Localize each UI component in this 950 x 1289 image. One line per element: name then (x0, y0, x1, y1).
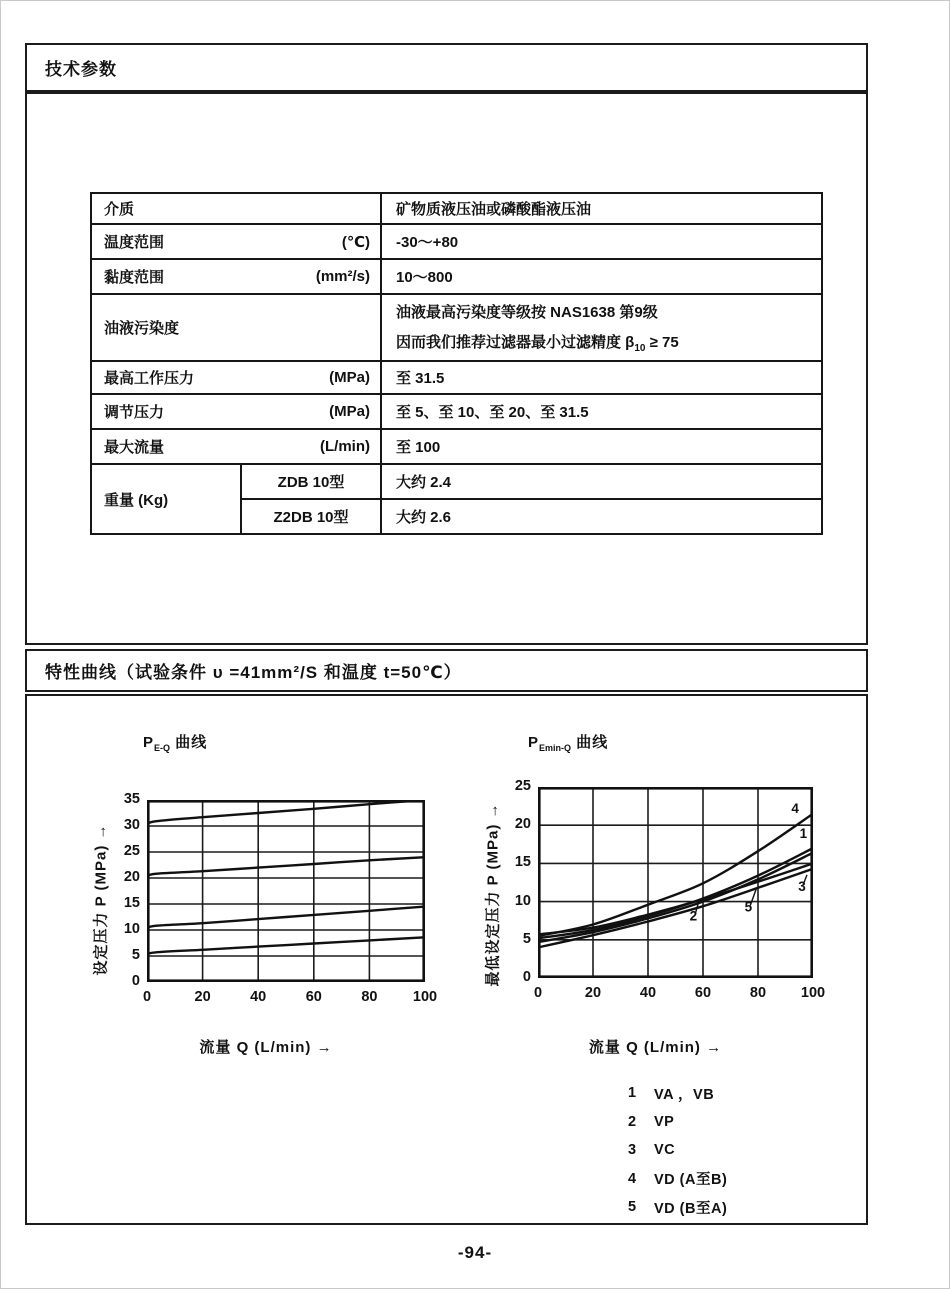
table-row-label (92, 430, 382, 465)
param-value: 大约 2.4 (396, 474, 452, 491)
table-row-label (92, 260, 382, 295)
param-value: 至 5、至 10、至 20、至 31.5 (396, 404, 589, 421)
param-value-line1: 油液最高污染度等级按 NAS1638 第9级 (396, 304, 658, 321)
param-label: 调节压力 (104, 404, 165, 421)
y-tick-label: 20 (123, 869, 140, 885)
legend-item (628, 1079, 727, 1108)
x-tick-label: 0 (533, 985, 543, 1001)
legend-label: VD (A至B) (654, 1172, 728, 1189)
weight-label-cell (92, 465, 242, 533)
curve-setting-5MPa (147, 937, 425, 955)
filter-text: 因而我们推荐过滤器最小过滤精度 β (396, 334, 635, 351)
x-tick-label: 60 (694, 985, 712, 1001)
curve-setting-20MPa (147, 857, 425, 877)
table-row-value (382, 430, 821, 465)
x-tick-label: 0 (142, 989, 152, 1005)
param-unit: (MPa) (329, 369, 370, 386)
curve-number-label: 1 (799, 826, 808, 842)
x-tick-label: 40 (639, 985, 657, 1001)
x-tick-label: 20 (584, 985, 602, 1001)
legend-number: 3 (628, 1142, 637, 1159)
pemin-q-chart-title (528, 731, 608, 753)
y-tick-label: 25 (514, 778, 531, 794)
param-unit: (℃) (341, 233, 370, 251)
param-value-line2 (396, 331, 679, 354)
tech-params-header (25, 43, 868, 92)
legend-label: VP (654, 1113, 675, 1130)
legend-label: VD (B至A) (654, 1200, 728, 1217)
curve-number-label: 4 (791, 800, 799, 816)
title-main: P (143, 734, 155, 751)
y-tick-label: 30 (123, 817, 140, 833)
pemin-q-plot (538, 787, 813, 978)
param-value: 至 31.5 (396, 370, 445, 387)
table-row-value (382, 295, 821, 362)
param-value: -30～+80 (396, 234, 459, 251)
x-tick-label: 100 (800, 985, 826, 1001)
param-label: 油液污染度 (104, 320, 180, 337)
curve-legend (628, 1079, 727, 1222)
param-value: 10～800 (396, 269, 453, 286)
table-row-value (382, 395, 821, 430)
legend-number: 5 (628, 1199, 637, 1216)
pe-q-plot (147, 800, 425, 982)
legend-item (628, 1165, 727, 1194)
x-tick-label: 80 (749, 985, 767, 1001)
valve-type: ZDB 10型 (277, 474, 345, 491)
pemin-q-x-axis-label: 流量 Q (L/min) → (588, 1039, 723, 1056)
y-tick-label: 35 (123, 791, 140, 807)
curve-1-VA-VB (538, 848, 813, 938)
x-tick-label: 100 (412, 989, 438, 1005)
param-label: 最大流量 (104, 439, 165, 456)
param-label: 温度范围 (104, 234, 165, 251)
param-label: 重量 (Kg) (104, 491, 169, 509)
y-tick-label: 20 (514, 816, 531, 833)
legend-label: VA ，VB (654, 1086, 715, 1103)
table-row-value (382, 225, 821, 260)
valve-type: Z2DB 10型 (273, 509, 349, 526)
y-tick-label: 0 (131, 973, 140, 989)
table-row-value (382, 465, 821, 500)
table-row-label (92, 295, 382, 362)
param-value: 至 100 (396, 439, 441, 456)
page-number: -94- (457, 1243, 493, 1262)
title-subscript: Emin-Q (539, 743, 572, 753)
title-subscript: E-Q (154, 743, 171, 753)
param-label: 介质 (104, 201, 135, 218)
chart-canvas (538, 787, 813, 978)
tech-params-title: 技术参数 (45, 60, 117, 79)
curve-number-label: 2 (689, 908, 698, 924)
pe-q-y-axis-label: 设定压力 P (MPa) → (92, 823, 110, 976)
pemin-q-y-axis-label: 最低设定压力 P (MPa) → (484, 802, 502, 987)
y-tick-label: 5 (131, 947, 140, 963)
curve-4-VD-A-B (538, 814, 813, 936)
y-tick-label: 15 (123, 895, 140, 911)
param-label: 最高工作压力 (104, 370, 195, 387)
x-tick-label: 80 (361, 989, 378, 1005)
table-row-label (92, 225, 382, 260)
curve-setting-31.5MPa (147, 800, 425, 825)
title-rest: 曲线 (576, 734, 609, 751)
x-tick-label: 60 (305, 989, 322, 1005)
legend-number: 2 (628, 1113, 637, 1130)
table-row-value (382, 362, 821, 395)
weight-type-cell (242, 465, 382, 500)
param-value: 大约 2.6 (396, 509, 452, 526)
legend-label: VC (654, 1142, 676, 1159)
curves-section-header (25, 649, 868, 692)
weight-type-cell (242, 500, 382, 533)
param-label: 黏度范围 (104, 269, 165, 286)
table-row-value (382, 194, 821, 225)
param-unit: (mm²/s) (315, 268, 370, 285)
table-row-label (92, 395, 382, 430)
curve-setting-10MPa (147, 907, 425, 929)
legend-item (628, 1136, 727, 1165)
legend-item (628, 1108, 727, 1137)
legend-item (628, 1193, 727, 1222)
y-tick-label: 25 (123, 843, 140, 859)
y-tick-label: 15 (514, 854, 531, 871)
param-unit: (MPa) (329, 403, 370, 420)
legend-number: 4 (628, 1170, 637, 1187)
curve-number-label: 3 (798, 878, 806, 894)
chart-canvas (147, 800, 425, 982)
table-row-value (382, 260, 821, 295)
x-tick-label: 20 (194, 989, 211, 1005)
x-tick-label: 40 (250, 989, 267, 1005)
table-row-label (92, 362, 382, 395)
plot-border (148, 801, 423, 980)
y-tick-label: 10 (123, 921, 140, 937)
y-tick-label: 5 (522, 930, 531, 947)
y-tick-label: 0 (522, 969, 531, 985)
curves-section-title: 特性曲线（试验条件 υ =41mm²/S 和温度 t=50℃） (45, 663, 462, 682)
y-tick-label: 10 (514, 892, 531, 909)
parameters-table (90, 192, 823, 535)
title-rest: 曲线 (175, 734, 208, 751)
curve-number-label: 5 (744, 899, 753, 915)
beta-subscript: 10 (634, 343, 646, 354)
table-row-value (382, 500, 821, 533)
title-main: P (528, 734, 540, 751)
pe-q-x-axis-label: 流量 Q (L/min) → (199, 1039, 333, 1056)
filter-text-end: ≥ 75 (645, 334, 679, 351)
legend-number: 1 (628, 1085, 637, 1102)
param-value: 矿物质液压油或磷酸酯液压油 (396, 201, 592, 218)
pe-q-chart-title (143, 731, 207, 753)
table-row-label (92, 194, 382, 225)
param-unit: (L/min) (320, 438, 370, 455)
